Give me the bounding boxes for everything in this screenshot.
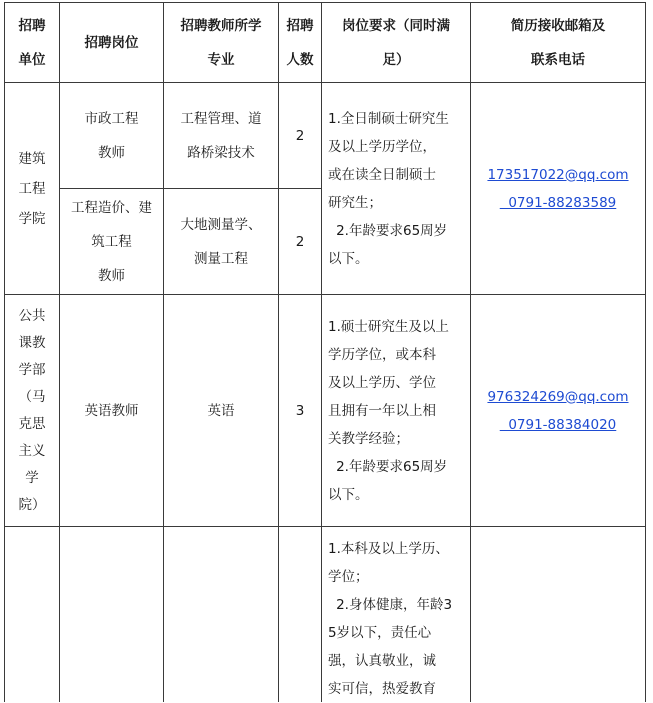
major-english: 英语 [207,402,235,419]
phone-link[interactable]: 0791-88283589 [499,194,617,211]
major-cost: 大地测量学、 测量工程 [180,216,262,267]
major-municipal: 工程管理、道 路桥梁技术 [180,110,262,161]
contact-public [471,295,645,526]
contact-civil [471,83,645,294]
header-contact: 简历接收邮箱及 联系电话 [510,17,606,68]
count-municipal: 2 [295,127,305,144]
header-position: 招聘岗位 [84,34,139,51]
header-major: 招聘教师所学 专业 [180,17,262,68]
count-english: 3 [295,402,305,419]
requirements-civil: 1.全日制硕士研究生 及以上学历学位， 或在读全日制硕士 研究生； 2.年龄要求65周岁 以下。 [328,110,449,267]
count-cost: 2 [295,233,305,250]
header-requirements: 岗位要求（同时满 足） [342,17,450,68]
phone-link[interactable]: 0791-88384020 [499,416,617,433]
requirements-third: 1.本科及以上学历、 学位； 2.身体健康，年龄3 5岁以下，责任心 强，认真敬业，诚 实可信，热爱教育 [328,541,453,697]
position-english: 英语教师 [84,402,139,419]
email-link[interactable]: 976324269@qq.com [487,388,629,405]
header-count: 招聘 人数 [286,17,314,68]
position-cost: 工程造价、建 筑工程 教师 [71,199,152,284]
unit-public: 公共 课教 学部 （马 克思 主义 学 院） [18,307,46,513]
email-link[interactable]: 173517022@qq.com [487,166,629,183]
position-municipal: 市政工程 教师 [84,110,139,161]
rule [4,526,645,527]
rule [645,2,646,702]
header-unit: 招聘 单位 [18,17,46,68]
requirements-public: 1.硕士研究生及以上 学历学位，或本科 及以上学历、学位 且拥有一年以上相 关教学经验； 2.年龄要求65周岁 以下。 [328,318,449,503]
unit-civil: 建筑 工程 学院 [18,150,46,227]
